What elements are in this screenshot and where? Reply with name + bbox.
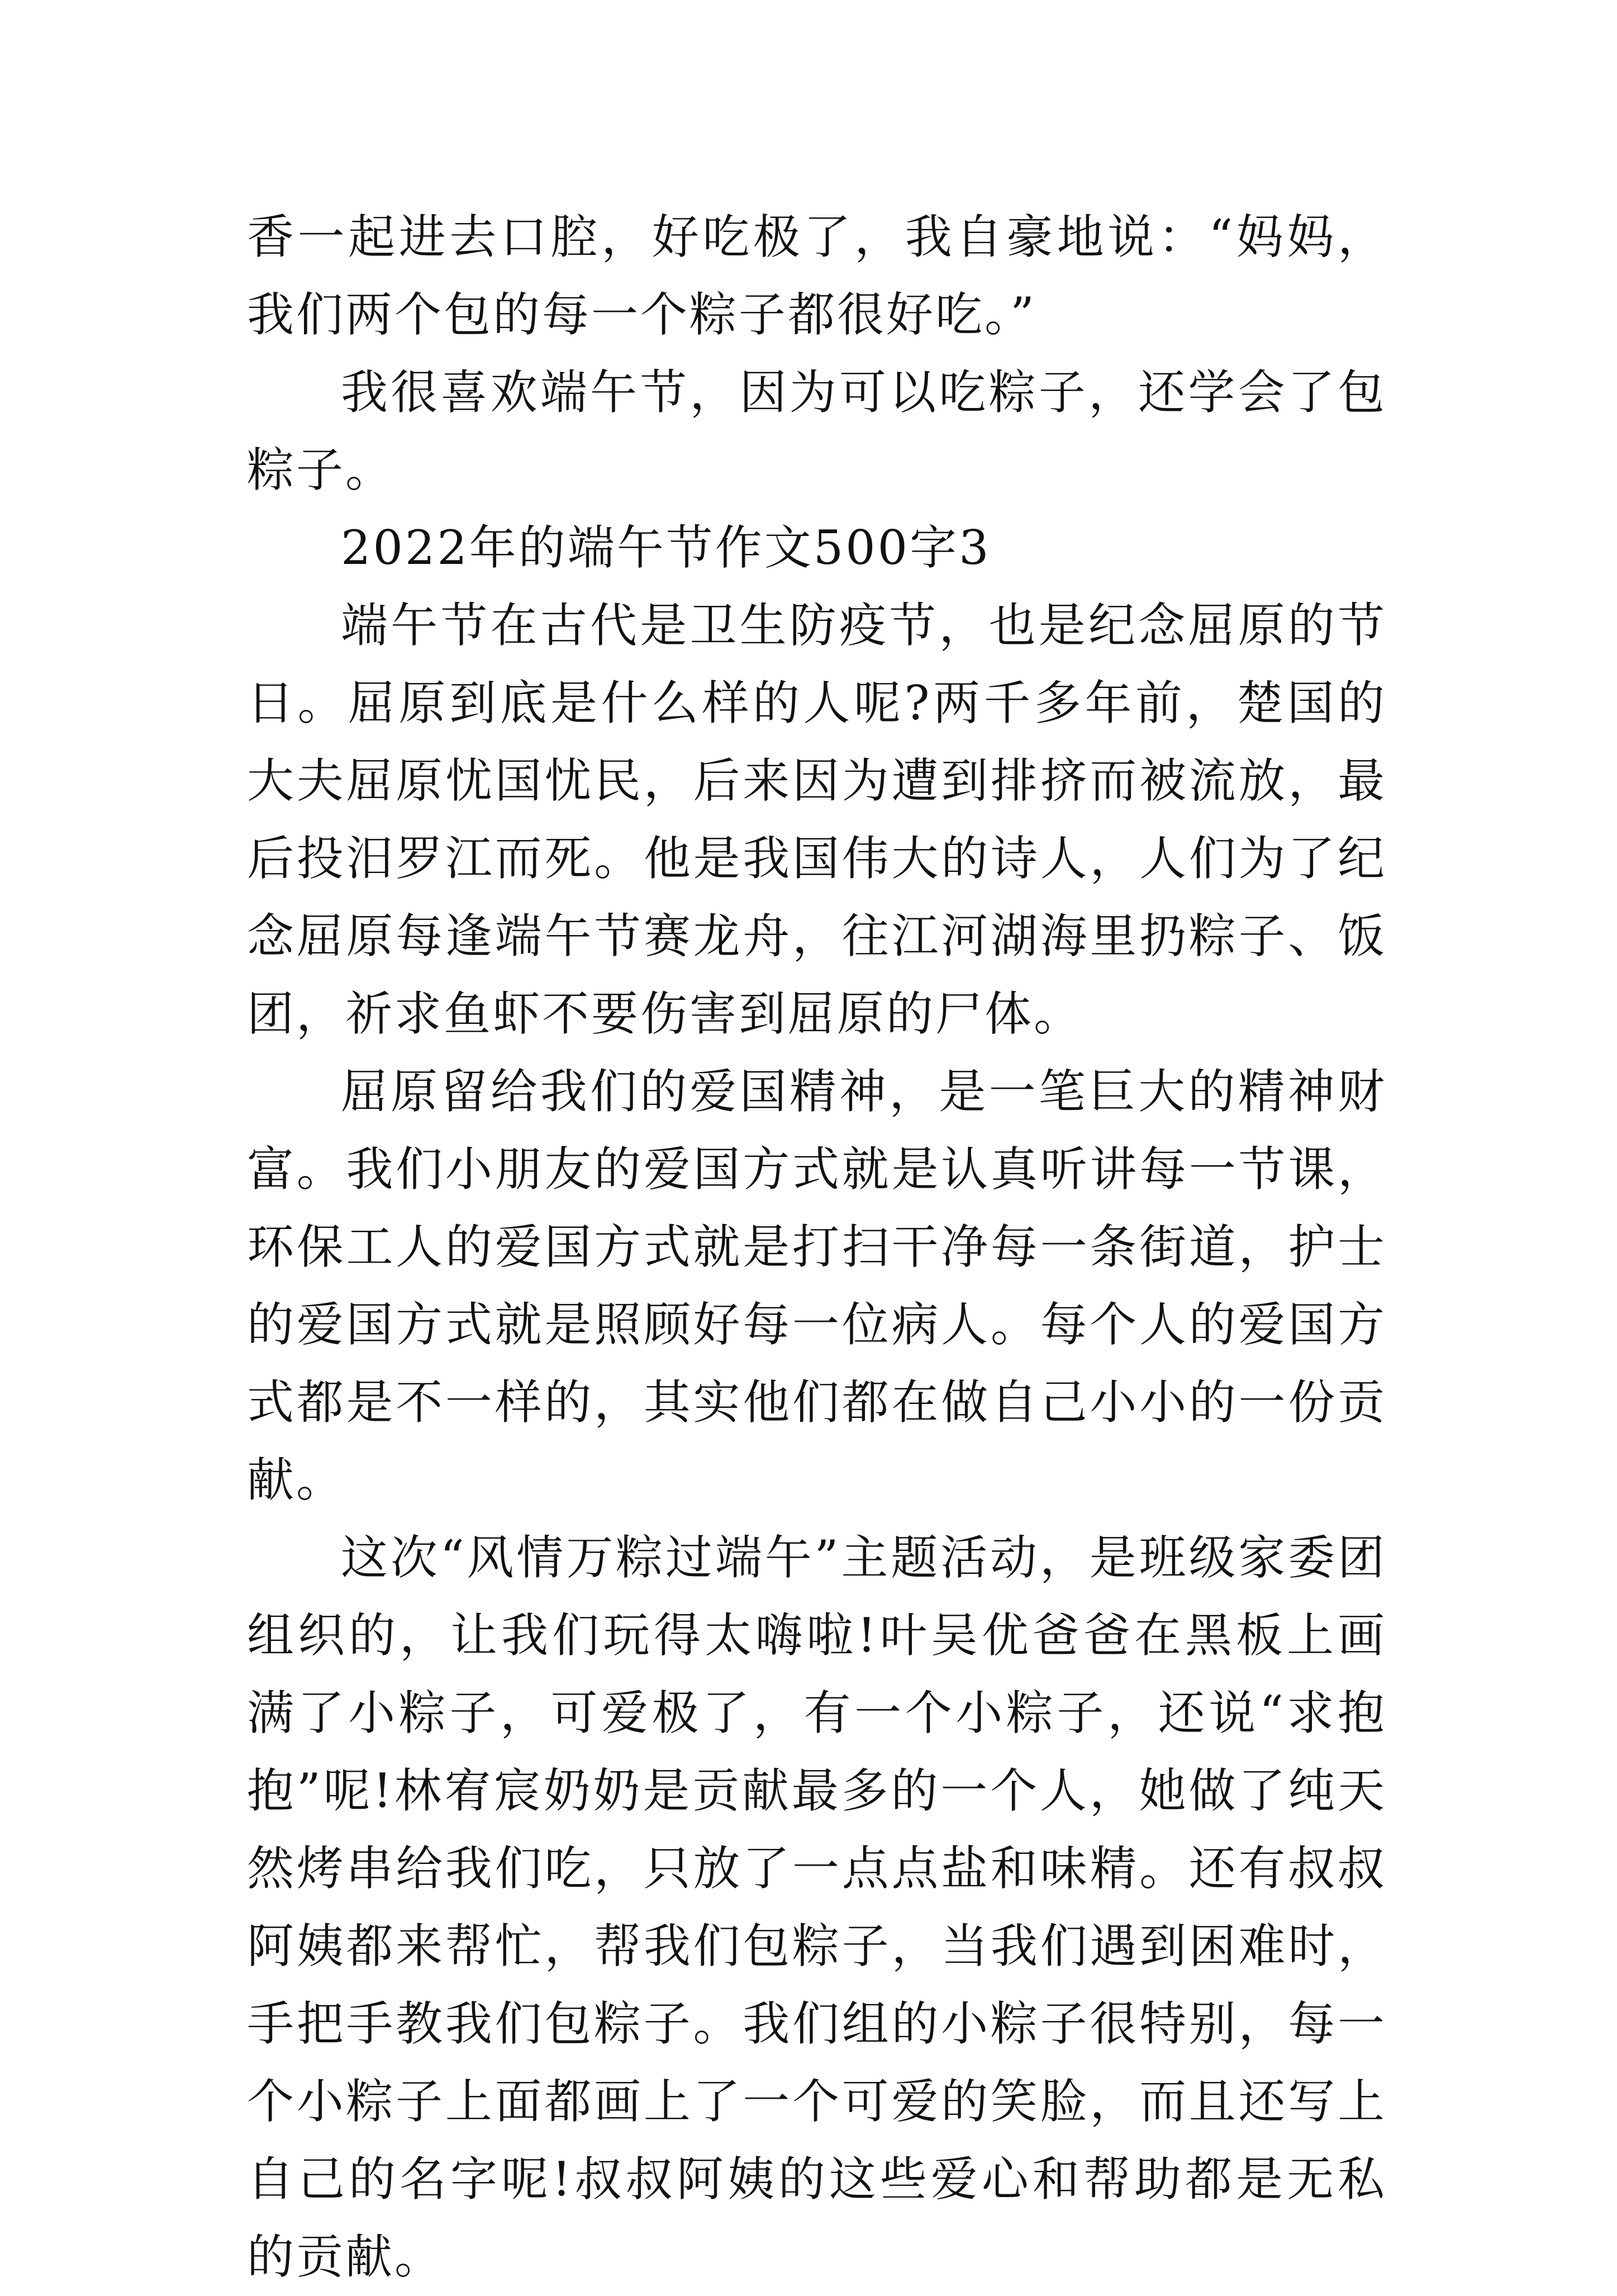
paragraph: 这次“风情万粽过端午”主题活动，是班级家委团组织的，让我们玩得太嗨啦!叶吴优爸爸在黑板上画满了小粽子，可爱极了，有一个小粽子，还说“求抱抱”呢!林宥宸奶奶是贡献最多的一个人，她做了纯天然烤串给我们吃，只放了一点点盐和味精。还有叔叔阿姨都来帮忙，帮我们包粽子，当我们遇到困难时，手把手教我们包粽子。我们组的小粽子很特别，每一个小粽子上面都画上了一个可爱的笑脸，而且还写上自己的名字呢!叔叔阿姨的这些爱心和帮助都是无私的贡献。	[247, 1530, 1387, 2284]
essay-heading: 2022年的端午节作文500字3	[341, 520, 991, 575]
paragraph: 屈原留给我们的爱国精神，是一笔巨大的精神财富。我们小朋友的爱国方式就是认真听讲每一节课，环保工人的爱国方式就是打扫干净每一条街道，护士的爱国方式就是照顾好每一位病人。每个人的爱国方式都是不一样的，其实他们都在做自己小小的一份贡献。	[247, 1064, 1387, 1507]
document-body	[247, 198, 1387, 2296]
paragraph: 我很喜欢端午节，因为可以吃粽子，还学会了包粽子。	[247, 365, 1387, 497]
paragraph-continuation: 香一起进去口腔，好吃极了，我自豪地说：“妈妈，我们两个包的每一个粽子都很好吃。”	[247, 210, 1387, 342]
paragraph: 端午节在古代是卫生防疫节，也是纪念屈原的节日。屈原到底是什么样的人呢?两千多年前，楚国的大夫屈原忧国忧民，后来因为遭到排挤而被流放，最后投汨罗江而死。他是我国伟大的诗人，人们为了纪念屈原每逢端午节赛龙舟，往江河湖海里扔粽子、饭团，祈求鱼虾不要伤害到屈原的尸体。	[247, 598, 1387, 1041]
